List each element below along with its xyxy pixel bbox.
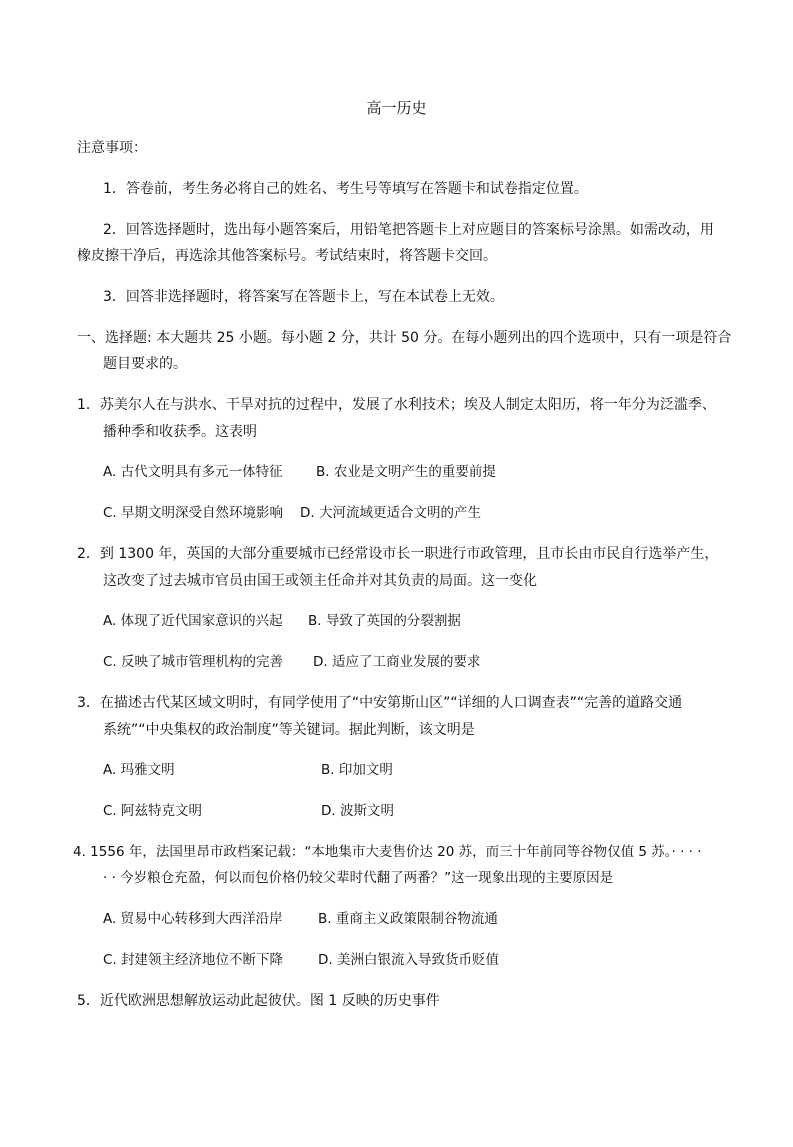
question-3-stem-line-1: 3．在描述古代某区域文明时，有同学使用了“中安第斯山区”“详细的人口调查表”“完善的道路交通 — [77, 695, 683, 711]
question-2-option-d: D. 适应了工商业发展的要求 — [313, 654, 481, 670]
notice-item-1: 1．答卷前，考生务必将自己的姓名、考生号等填写在答题卡和试卷指定位置。 — [103, 181, 588, 197]
question-1-stem-line-1: 1．苏美尔人在与洪水、干旱对抗的过程中，发展了水利技术；埃及人制定太阳历，将一年分为泛滥季、 — [77, 397, 716, 413]
question-4-stem-line-1: 4. 1556 年，法国里昂市政档案记载：“本地集市大麦售价达 20 苏，而三十年前同等谷物仅值 5 苏。· · · · — [73, 844, 702, 860]
question-1-stem-line-2: 播种季和收获季。这表明 — [103, 424, 257, 440]
question-4-stem-line-2: · · 今岁粮仓充盈，何以而包价格仍较父辈时代翻了两番？”这一现象出现的主要原因是 — [103, 870, 614, 886]
notice-item-3: 3．回答非选择题时，将答案写在答题卡上，写在本试卷上无效。 — [103, 289, 504, 305]
question-2-option-c: C. 反映了城市管理机构的完善 — [103, 654, 284, 670]
question-4-option-a: A. 贸易中心转移到大西洋沿岸 — [103, 911, 283, 927]
question-3-option-b: B. 印加文明 — [321, 762, 393, 778]
question-3-option-a: A. 玛雅文明 — [103, 762, 175, 778]
question-2-stem-line-1: 2．到 1300 年，英国的大部分重要城市已经常设市长一职进行市政管理，且市长由市民自行选举产生， — [77, 546, 719, 562]
question-3-option-d: D. 波斯文明 — [321, 803, 394, 819]
question-4-option-d: D. 美洲白银流入导致货币贬值 — [318, 952, 499, 968]
section-1-heading-line-1: 一、选择题: 本大题共 25 小题。每小题 2 分，共计 50 分。在每小题列出的四个选项中，只有一项是符合 — [77, 330, 732, 346]
notice-heading: 注意事项： — [77, 140, 147, 156]
question-3-option-c: C. 阿兹特克文明 — [103, 803, 203, 819]
question-1-option-a: A. 古代文明具有多元一体特征 — [103, 464, 283, 480]
question-5-stem-line-1: 5．近代欧洲思想解放运动此起彼伏。图 1 反映的历史事件 — [77, 993, 440, 1009]
question-2-option-b: B. 导致了英国的分裂割据 — [308, 613, 461, 629]
question-3-stem-line-2: 系统”“中央集权的政治制度”等关键词。据此判断，该文明是 — [103, 722, 475, 738]
question-2-stem-line-2: 这改变了过去城市官员由国王或领主任命并对其负责的局面。这一变化 — [103, 573, 537, 589]
page-title: 高一历史 — [366, 99, 427, 117]
notice-item-2-line-2: 橡皮擦干净后，再选涂其他答案标号。考试结束时，将答题卡交回。 — [77, 248, 497, 264]
question-4-option-b: B. 重商主义政策限制谷物流通 — [318, 911, 498, 927]
question-1-option-c: C. 早期文明深受自然环境影响 — [103, 505, 284, 521]
question-4-option-c: C. 封建领主经济地位不断下降 — [103, 952, 284, 968]
notice-item-2-line-1: 2．回答选择题时，选出每小题答案后，用铅笔把答题卡上对应题目的答案标号涂黑。如需改动，用 — [103, 222, 714, 238]
section-1-heading-line-2: 题目要求的。 — [103, 356, 187, 372]
question-1-option-b: B. 农业是文明产生的重要前提 — [316, 464, 496, 480]
question-1-option-d: D. 大河流域更适合文明的产生 — [300, 505, 481, 521]
question-2-option-a: A. 体现了近代国家意识的兴起 — [103, 613, 283, 629]
